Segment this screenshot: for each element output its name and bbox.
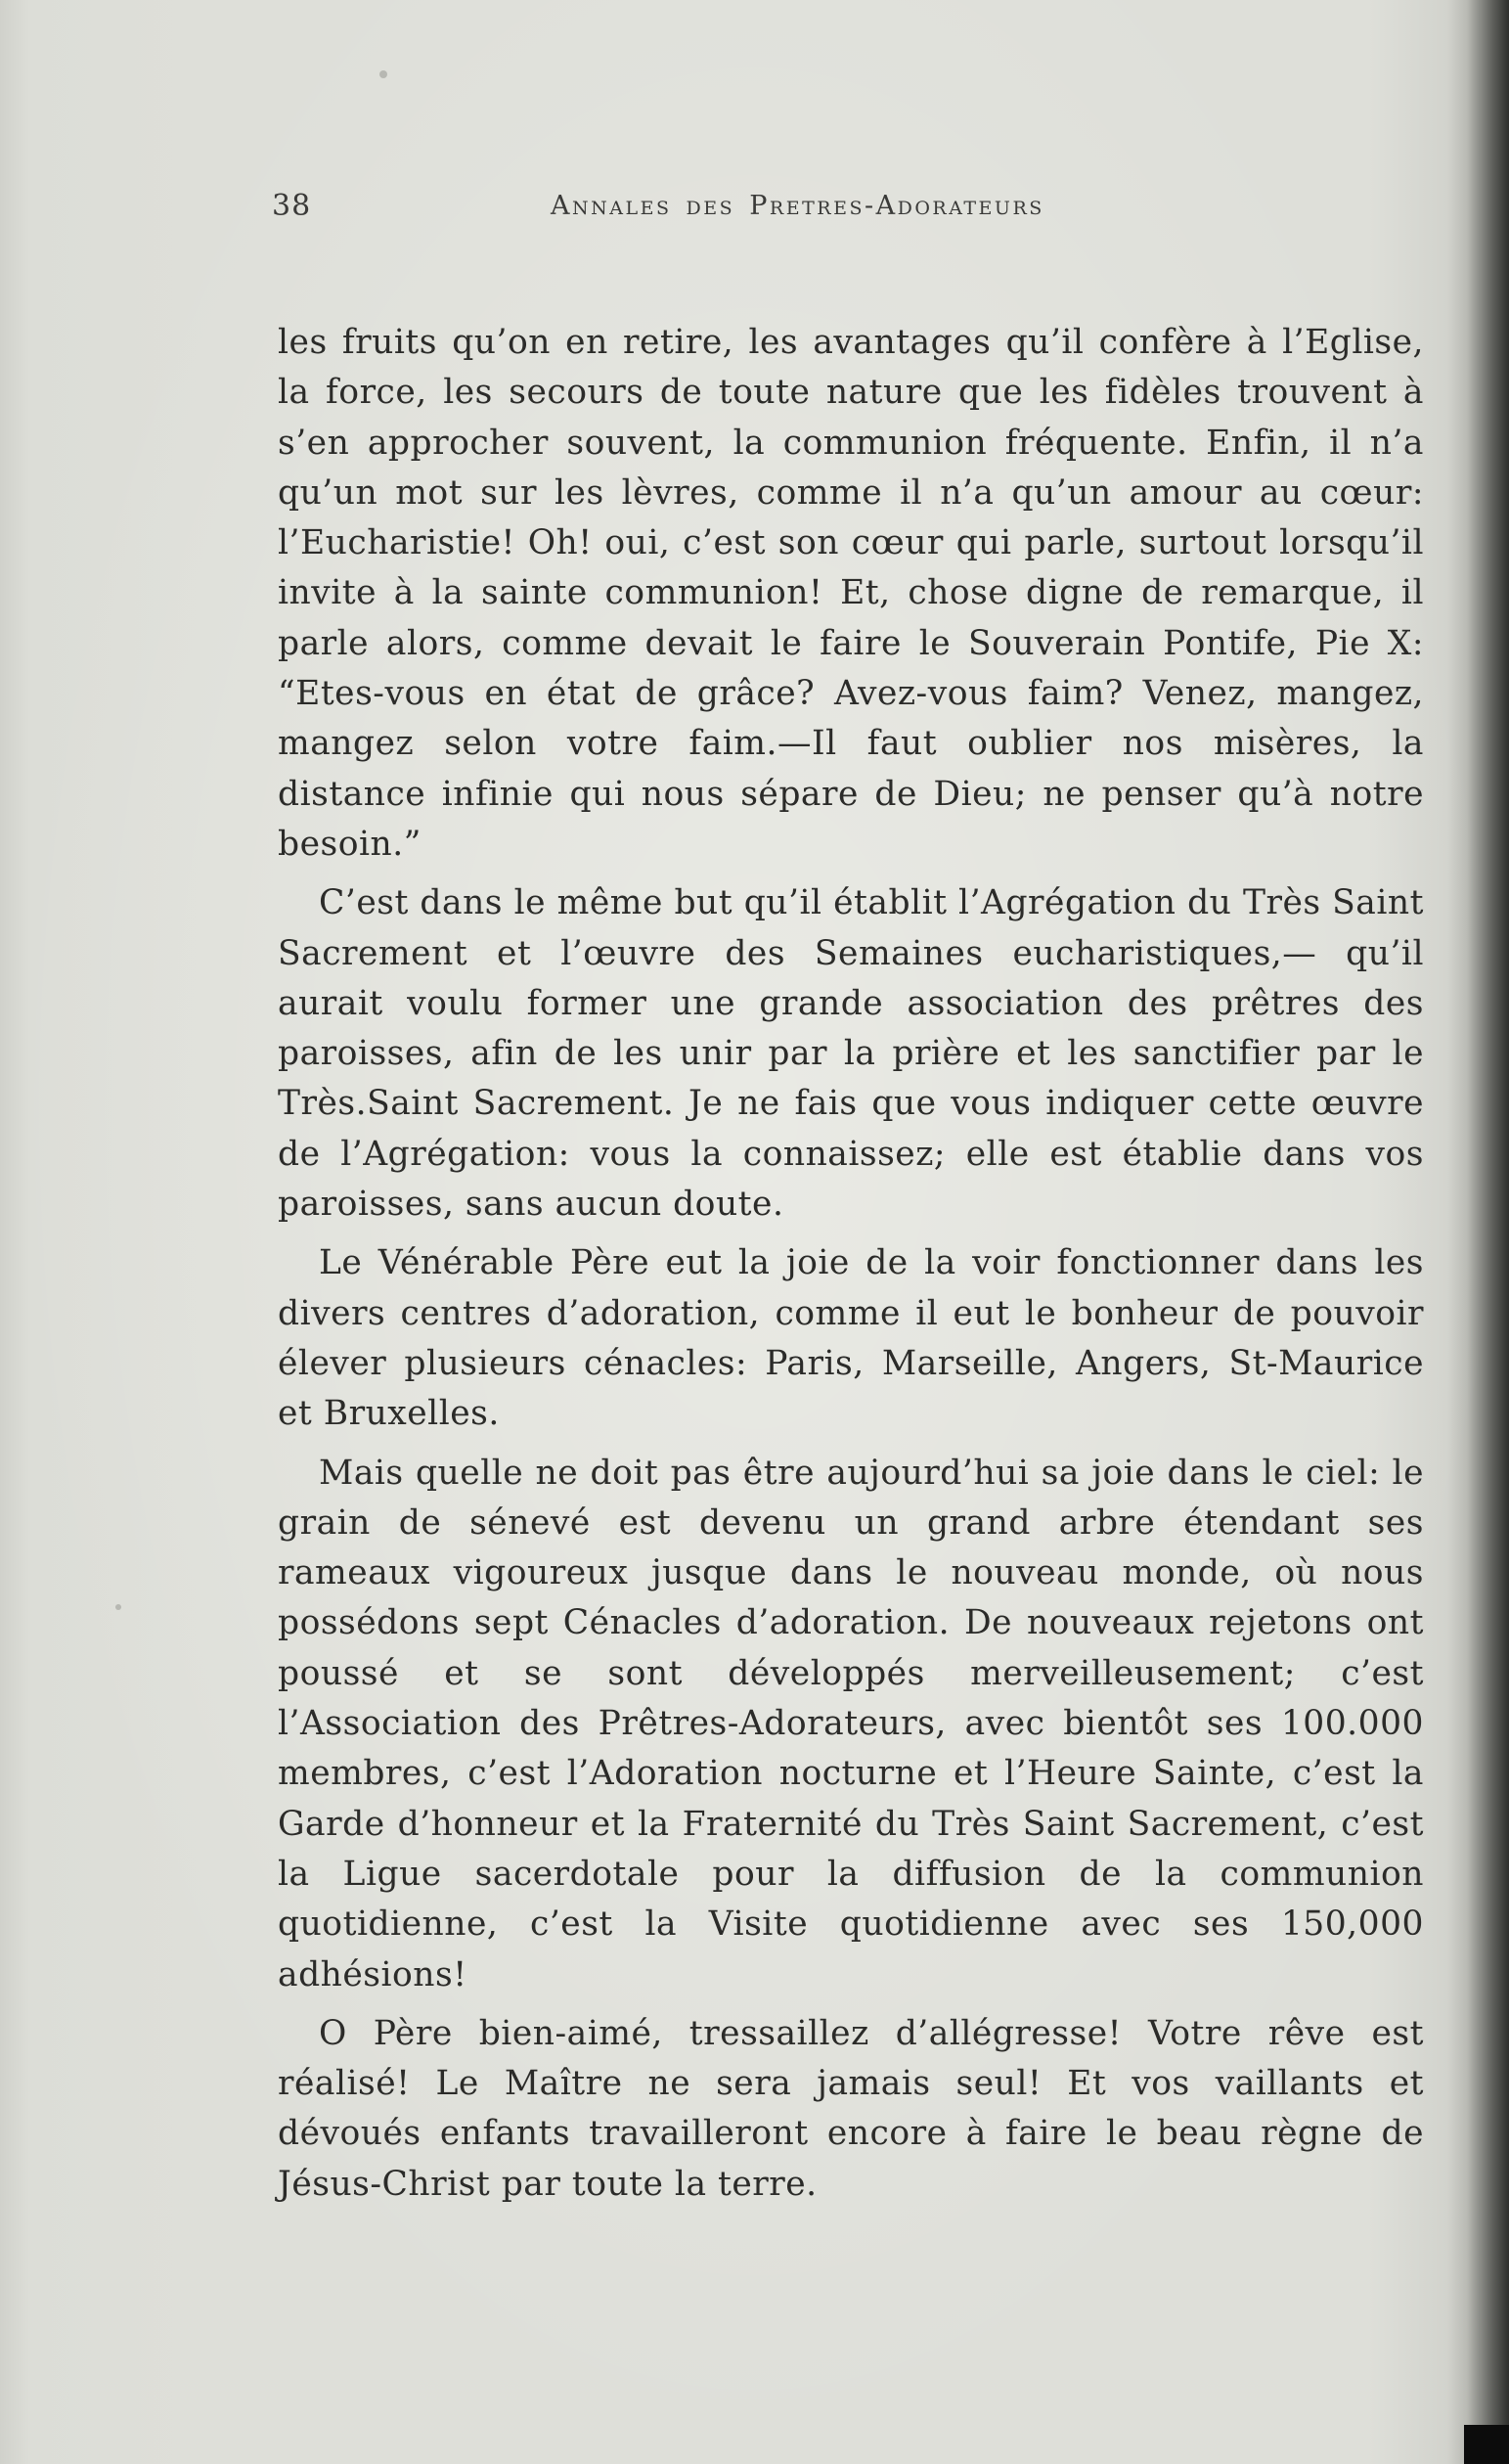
scan-corner [1464,2425,1509,2464]
paper-speck [379,70,387,78]
paper-speck [115,1604,121,1610]
paragraph-1: les fruits qu’on en retire, les avantages qu’il confère à l’Eglise, la force, les secours de toute nature que les fidèles trouvent à s’en approcher souvent, la communion fréquente. Enfin, il n’a qu’un mot sur les lèvres, comme il n’a qu’un amour au cœur: l’Eucharistie! Oh! oui, c’est son cœur qui parle, surtout lorsqu’il invite à la sainte communion! Et, chose digne de remarque, il parle alors, comme devait le faire le Souverain Pontife, Pie X: “Etes-vous en état de grâce? Avez-vous faim? Venez, mangez, mangez selon votre faim.—Il faut oublier nos misères, la distance infinie qui nous sépare de Dieu; ne penser qu’à notre besoin.” [278,323,1424,864]
running-head: Annales des Pretres-Adorateurs [551,191,1044,221]
paragraph-5: O Père bien-aimé, tressaillez d’allégresse! Votre rêve est réalisé! Le Maître ne sera jamais seul! Et vos vaillants et dévoués enfants travailleront encore à faire le beau règne de Jésus-Christ par toute la terre. [278,2013,1424,2204]
paragraph-4: Mais quelle ne doit pas être aujourd’hui sa joie dans le ciel: le grain de sénevé est devenu un grand arbre étendant ses rameaux vigoureux jusque dans le nouveau monde, où nous possédons sept Cénacles d’adoration. De nouveaux rejetons ont poussé et se sont développés merveilleusement; c’est l’Association des Prêtres-Adorateurs, avec bientôt ses 100.000 membres, c’est l’Adoration nocturne et l’Heure Sainte, c’est la Garde d’honneur et la Fraternité du Très Saint Sacrement, c’est la Ligue sacerdotale pour la diffusion de la communion quotidienne, c’est la Visite quotidienne avec ses 150,000 adhésions! [278,1453,1424,1994]
page-number: 38 [272,189,312,223]
page-header [272,189,1426,228]
page-edge-shadow [1480,0,1509,2464]
body-text [278,318,1424,2218]
paragraph-3: Le Vénérable Père eut la joie de la voir fonctionner dans les divers centres d’adoration, comme il eut le bonheur de pouvoir élever plusieurs cénacles: Paris, Marseille, Angers, St-Maurice et Bruxelles. [278,1243,1424,1434]
paragraph-2: C’est dans le même but qu’il établit l’Agrégation du Très Saint Sacrement et l’œuvre des Semaines eucharistiques,— qu’il aurait voulu former une grande association des prêtres des paroisses, afin de les unir par la prière et les sanctifier par le Très.Saint Sacrement. Je ne fais que vous indiquer cette œuvre de l’Agrégation: vous la connaissez; elle est établie dans vos paroisses, sans aucun doute. [278,883,1424,1225]
